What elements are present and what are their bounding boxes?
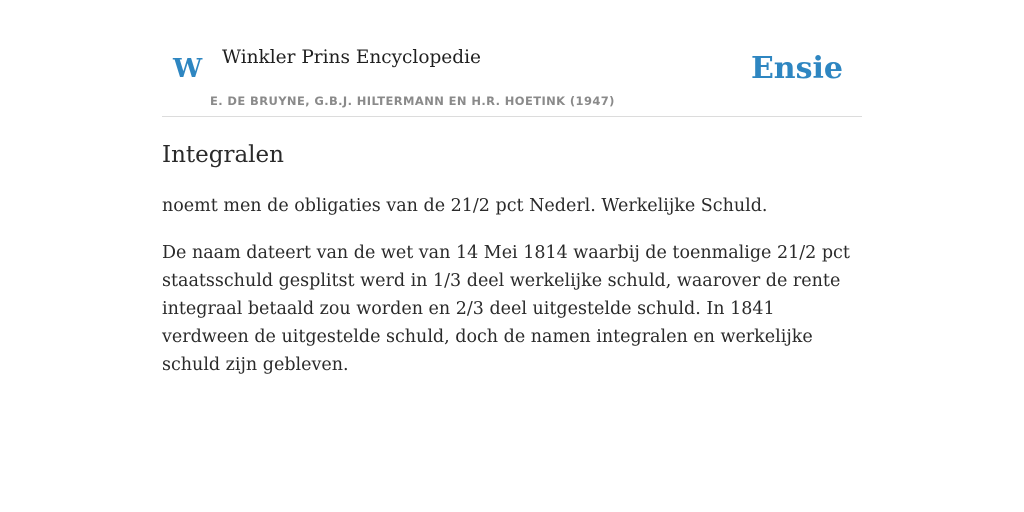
authors-line: E. DE BRUYNE, G.B.J. HILTERMANN EN H.R. HOETINK (1947) bbox=[210, 94, 615, 108]
ensie-brand-link[interactable]: Ensie bbox=[750, 51, 843, 86]
winkler-prins-logo-icon[interactable]: W bbox=[173, 54, 203, 84]
site-header bbox=[162, 0, 862, 117]
site-title[interactable]: Winkler Prins Encyclopedie bbox=[222, 47, 481, 68]
entry-title: Integralen bbox=[162, 142, 284, 168]
page-container bbox=[162, 0, 862, 375]
article-paragraph-2: De naam dateert van de wet van 14 Mei 1814 waarbij de toenmalige 21/2 pct staatsschuld gesplitst werd in 1/3 deel werkelijke schuld, waarover de rente integraal betaald zou worden en 2/3 deel uitgestelde schuld. In 1841 verdween de uitgestelde schuld, doch de namen integralen en werkelijke schuld zijn gebleven. bbox=[162, 243, 850, 375]
article-paragraph-1: noemt men de obligaties van de 21/2 pct Nederl. Werkelijke Schuld. bbox=[162, 196, 768, 216]
